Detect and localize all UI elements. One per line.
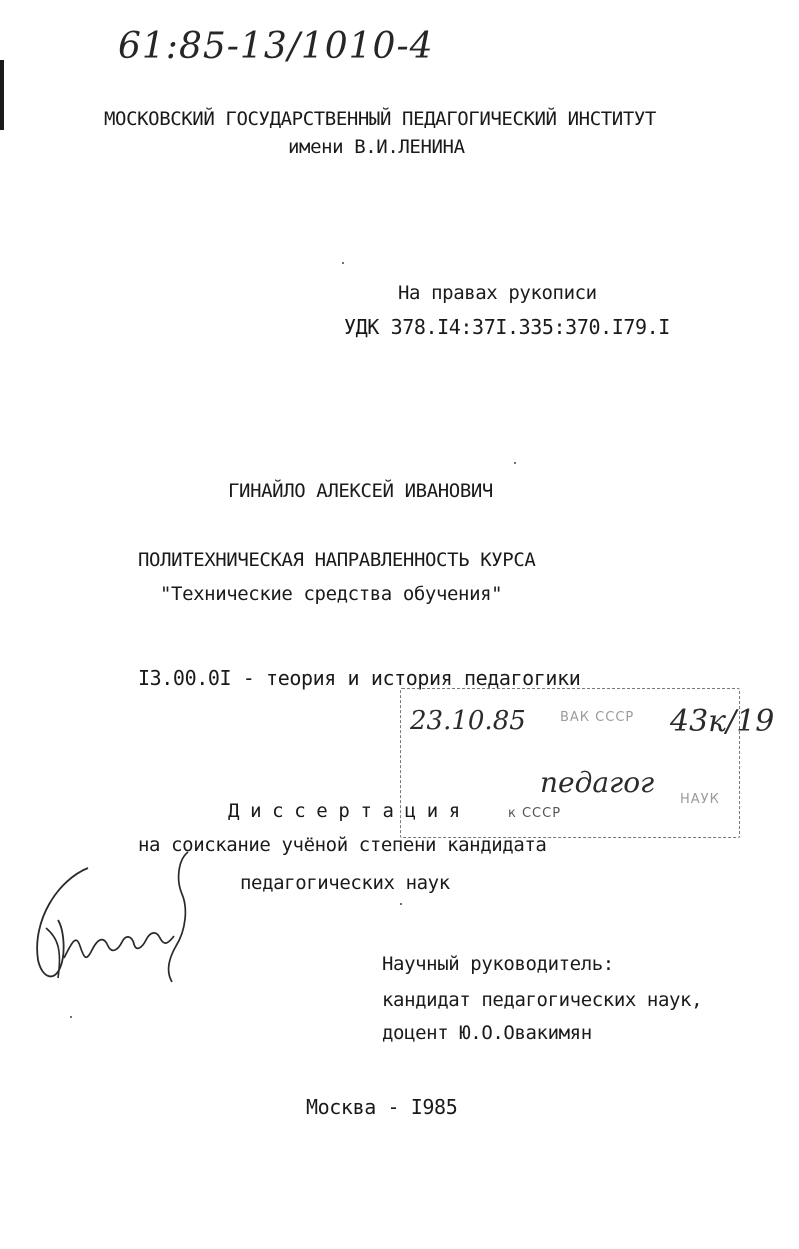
degree-field: педагогических наук (240, 872, 450, 894)
author-signature (18, 850, 208, 990)
specialty-code: I3.00.0I - теория и история педагогики (138, 666, 581, 690)
manuscript-rights: На правах рукописи (398, 282, 597, 304)
speck (400, 903, 402, 905)
stamp-printed-ussr: к СССР (508, 806, 562, 821)
dissertation-subtitle: "Технические средства обучения" (160, 583, 503, 605)
supervisor-label: Научный руководитель: (382, 953, 614, 975)
stamp-field: педагог (540, 766, 655, 799)
dissertation-word: Д и с с е р т а ц и я (228, 800, 460, 822)
supervisor-degree: кандидат педагогических наук, (382, 989, 703, 1011)
author-name: ГИНАЙЛО АЛЕКСЕЙ ИВАНОВИЧ (228, 480, 493, 502)
stamp-printed-vak: ВАК СССР (560, 710, 635, 725)
stamp-date: 23.10.85 (410, 706, 526, 736)
stamp-printed-nauk: НАУК (680, 792, 720, 807)
left-margin-mark (0, 60, 4, 130)
dissertation-title: ПОЛИТЕХНИЧЕСКАЯ НАПРАВЛЕННОСТЬ КУРСА (138, 549, 536, 571)
institution-name: МОСКОВСКИЙ ГОСУДАРСТВЕННЫЙ ПЕДАГОГИЧЕСКИЙ ИНСТИТУТ (104, 108, 656, 130)
degree-purpose: на соискание учёной степени кандидата (138, 834, 547, 856)
speck (342, 262, 344, 264)
archive-number: 61:85-13/1010-4 (118, 26, 434, 67)
stamp-number: 43к/19 (670, 704, 775, 739)
speck (70, 1016, 72, 1018)
supervisor-name: доцент Ю.О.Овакимян (382, 1022, 592, 1044)
place-and-year: Москва - I985 (306, 1095, 458, 1119)
udc-code: УДК 378.I4:37I.335:370.I79.I (344, 315, 670, 339)
institution-subtitle: имени В.И.ЛЕНИНА (288, 136, 465, 158)
speck (514, 462, 516, 464)
